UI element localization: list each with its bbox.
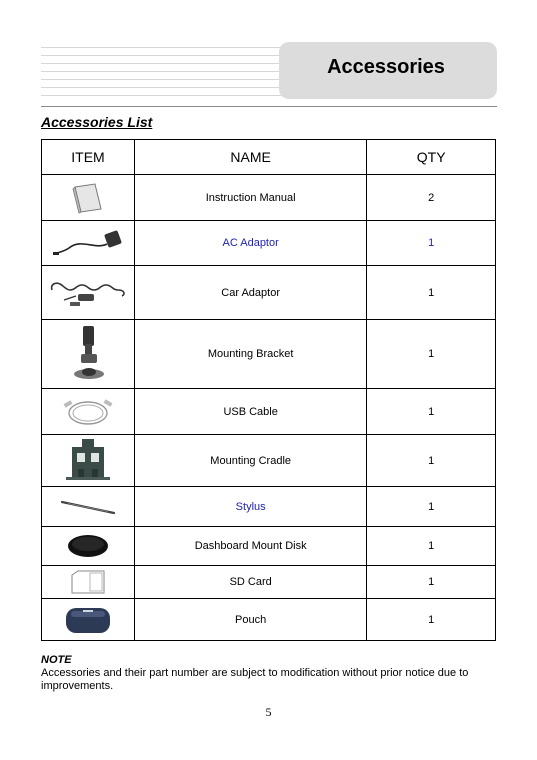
stylus-icon — [58, 496, 118, 518]
note-heading: NOTE — [41, 654, 72, 666]
accessories-table — [41, 139, 496, 641]
table-row — [42, 266, 496, 320]
qty-cell: 1 — [367, 566, 496, 599]
name-cell: Instruction Manual — [134, 175, 366, 221]
qty-cell: 1 — [367, 487, 496, 527]
table-row — [42, 320, 496, 389]
item-cell — [42, 435, 135, 487]
item-cell — [42, 487, 135, 527]
table-row — [42, 389, 496, 435]
qty-cell: 1 — [367, 527, 496, 566]
item-cell — [42, 389, 135, 435]
item-cell — [42, 266, 135, 320]
name-cell: Pouch — [134, 599, 366, 641]
name-cell: Mounting Cradle — [134, 435, 366, 487]
dashboard-mount-disk-icon — [65, 532, 111, 560]
sd-card-icon — [70, 570, 106, 594]
mounting-cradle-icon — [64, 437, 112, 485]
qty-cell: 1 — [367, 599, 496, 641]
name-cell: AC Adaptor — [134, 221, 366, 266]
car-adaptor-icon — [46, 276, 130, 310]
header-rule — [41, 106, 497, 107]
table-row — [42, 487, 496, 527]
usb-cable-icon — [60, 396, 116, 428]
column-header-item: ITEM — [42, 140, 135, 175]
item-cell — [42, 175, 135, 221]
qty-cell: 1 — [367, 320, 496, 389]
item-cell — [42, 320, 135, 389]
qty-cell: 1 — [367, 221, 496, 266]
name-cell: Car Adaptor — [134, 266, 366, 320]
ac-adaptor-icon — [51, 228, 125, 258]
header-decoration-lines — [41, 47, 293, 97]
qty-cell: 1 — [367, 389, 496, 435]
column-header-name: NAME — [134, 140, 366, 175]
item-cell — [42, 527, 135, 566]
name-cell: Dashboard Mount Disk — [134, 527, 366, 566]
note-text: Accessories and their part number are subject to modification without prior notice due to improvements. — [41, 667, 469, 692]
section-title: Accessories List — [41, 114, 153, 130]
qty-cell: 2 — [367, 175, 496, 221]
qty-cell: 1 — [367, 266, 496, 320]
instruction-manual-icon — [71, 181, 105, 215]
name-cell: SD Card — [134, 566, 366, 599]
page-number: 5 — [265, 705, 272, 719]
item-cell — [42, 566, 135, 599]
qty-cell: 1 — [367, 435, 496, 487]
page-title: Accessories — [327, 56, 445, 78]
mounting-bracket-icon — [68, 324, 108, 384]
table-header-row — [42, 140, 496, 175]
item-cell — [42, 599, 135, 641]
name-cell: Stylus — [134, 487, 366, 527]
name-cell: Mounting Bracket — [134, 320, 366, 389]
table-row — [42, 527, 496, 566]
column-header-qty: QTY — [367, 140, 496, 175]
name-cell: USB Cable — [134, 389, 366, 435]
table-row — [42, 566, 496, 599]
table-row — [42, 175, 496, 221]
item-cell — [42, 221, 135, 266]
table-row — [42, 599, 496, 641]
pouch-icon — [63, 605, 113, 635]
table-row — [42, 435, 496, 487]
table-row — [42, 221, 496, 266]
